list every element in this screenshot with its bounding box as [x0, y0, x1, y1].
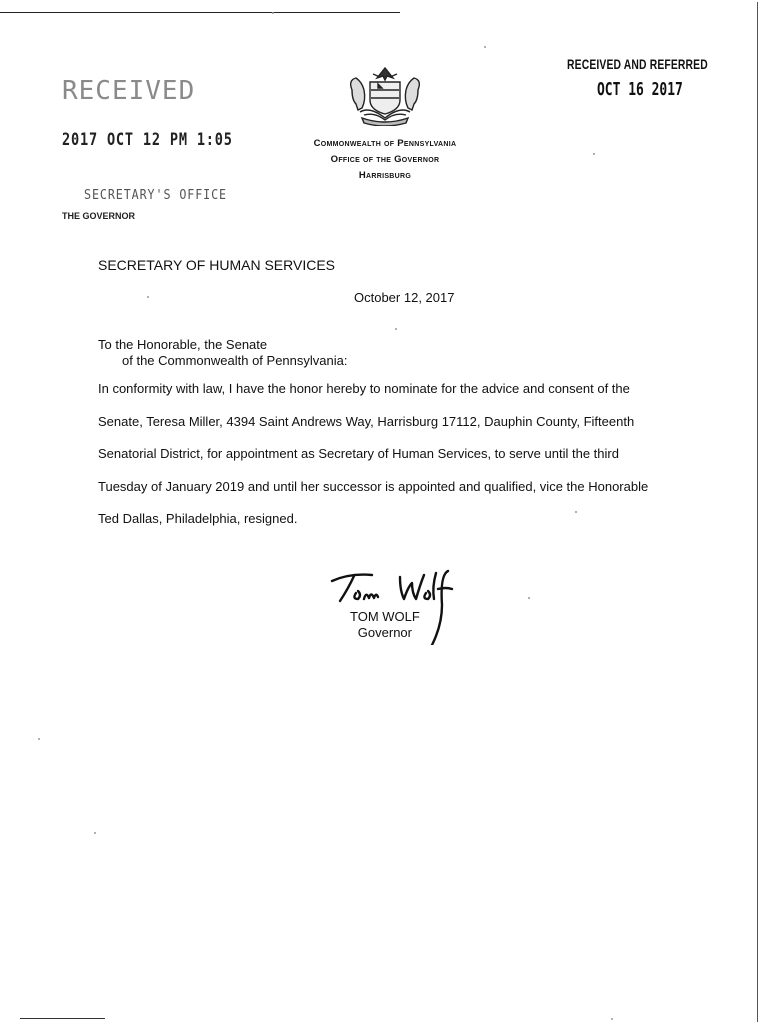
received-datetime-stamp: 2017 OCT 12 PM 1:05: [62, 130, 233, 150]
body-line: Senatorial District, for appointment as Secretary of Human Services, to serve until the third: [98, 446, 619, 461]
received-and-referred-stamp: RECEIVED AND REFERRED: [567, 56, 708, 72]
secretary-office-stamp: SECRETARY'S OFFICE: [84, 188, 228, 203]
body-line: In conformity with law, I have the honor hereby to nominate for the advice and consent of the: [98, 381, 630, 396]
letterhead-office: Office of the Governor: [330, 154, 440, 165]
letter-heading: SECRETARY OF HUMAN SERVICES: [98, 257, 336, 273]
body-line: Ted Dallas, Philadelphia, resigned.: [98, 511, 298, 526]
scan-top-rule: [0, 12, 400, 13]
scan-bottom-rule: [20, 1018, 105, 1019]
salutation: [98, 337, 347, 369]
signer-title: Governor: [357, 625, 412, 640]
pennsylvania-coat-of-arms-icon: [340, 60, 430, 126]
signer-block: [350, 609, 420, 641]
body-line: Senate, Teresa Miller, 4394 Saint Andrews Way, Harrisburg 17112, Dauphin County, Fifteenth: [98, 413, 635, 429]
letterhead-commonwealth: Commonwealth of Pennsylvania: [313, 138, 457, 149]
letterhead: [260, 136, 510, 184]
body-line: Tuesday of January 2019 and until her successor is appointed and qualified, vice the Honorable: [98, 478, 649, 494]
received-stamp: RECEIVED: [62, 76, 196, 106]
referred-date-stamp: OCT 16 2017: [597, 79, 683, 100]
signer-name: TOM WOLF: [350, 609, 420, 624]
letter-date: October 12, 2017: [354, 290, 455, 305]
letter-body: [98, 381, 698, 544]
salutation-line-2: of the Commonwealth of Pennsylvania:: [122, 353, 348, 368]
letterhead-city: Harrisburg: [358, 170, 412, 181]
salutation-line-1: To the Honorable, the Senate: [98, 337, 268, 352]
governor-stamp-label: THE GOVERNOR: [62, 211, 136, 221]
scan-right-edge: [757, 2, 758, 1022]
